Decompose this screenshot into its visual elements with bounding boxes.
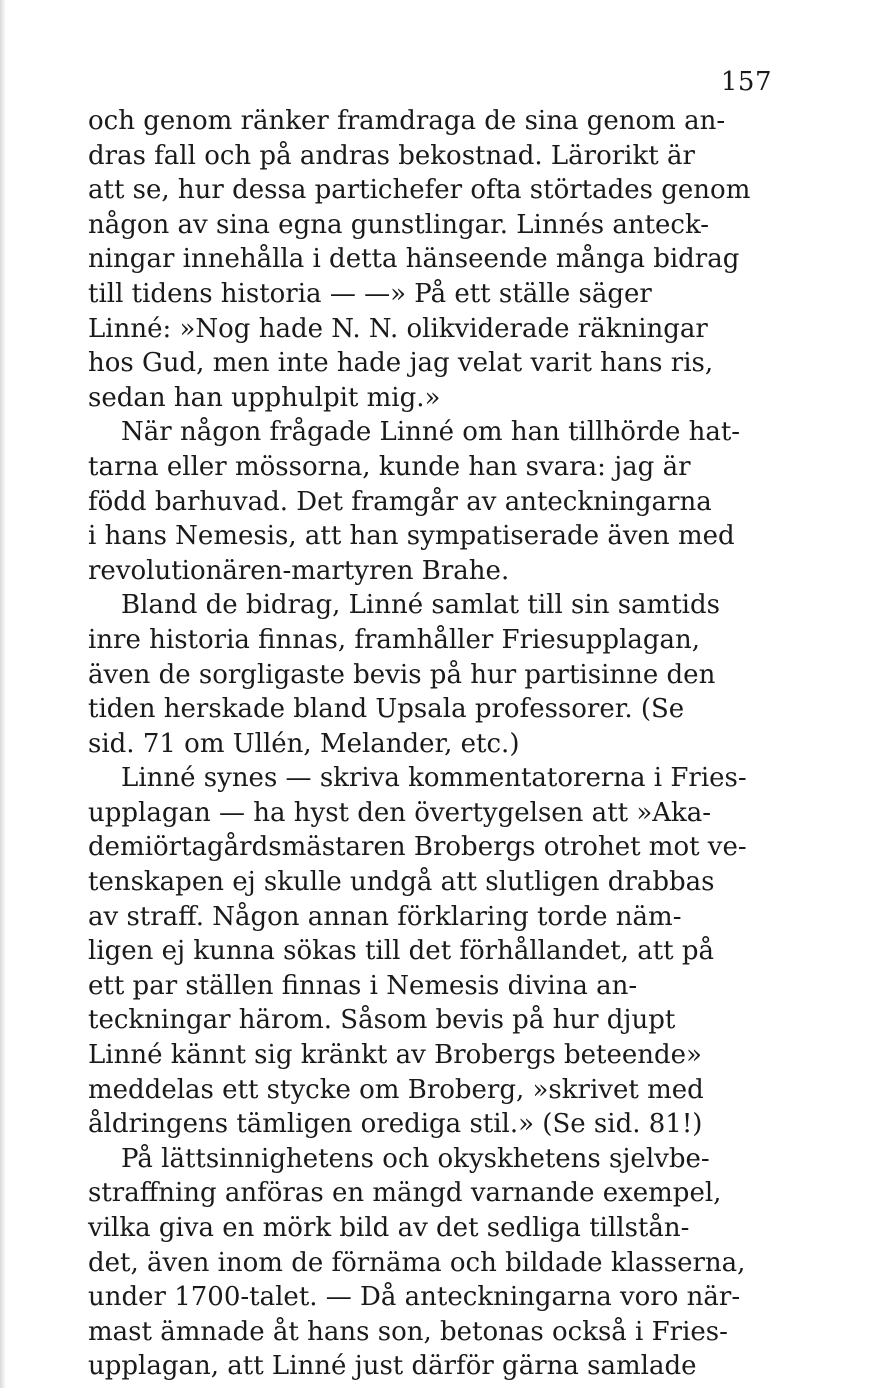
text-line: och genom ränker framdraga de sina genom an- xyxy=(88,106,726,136)
text-line: Linné synes — skriva kommentatorerna i Fries- xyxy=(88,763,747,794)
text-line: född barhuvad. Det framgår av anteckningarna xyxy=(88,486,712,517)
text-line: det, även inom de förnäma och bildade klasserna, xyxy=(88,1247,746,1278)
text-line: demiörtagårdsmästaren Brobergs otrohet mot ve- xyxy=(88,832,747,863)
text-line: straffning anföras en mängd varnande exempel, xyxy=(88,1178,722,1209)
text-line: under 1700-talet. — Då anteckningarna voro när- xyxy=(88,1282,741,1313)
text-line: åldringens tämligen orediga stil.» (Se sid. 81!) xyxy=(88,1109,703,1140)
page-binding-edge xyxy=(0,0,6,1388)
text-line: tenskapen ej skulle undgå att slutligen drabbas xyxy=(88,867,715,898)
text-line: Bland de bidrag, Linné samlat till sin samtids xyxy=(88,590,720,621)
text-line: När någon frågade Linné om han tillhörde hat- xyxy=(88,417,741,448)
text-line: dras fall och på andras bekostnad. Lärorikt är xyxy=(88,140,695,171)
text-line: i hans Nemesis, att han sympatiserade även med xyxy=(88,521,735,552)
text-line: Linné kännt sig kränkt av Brobergs beteende» xyxy=(88,1040,702,1071)
text-line: någon av sina egna gunstlingar. Linnés anteck- xyxy=(88,209,710,240)
text-line: även de sorgligaste bevis på hur partisinne den xyxy=(88,659,716,690)
text-line: av straff. Någon annan förklaring torde näm- xyxy=(88,901,682,932)
text-line: vilka giva en mörk bild av det sedliga tillstån- xyxy=(88,1213,690,1243)
text-line: ningar innehålla i detta hänseende många bidrag xyxy=(88,244,740,275)
text-line: På lättsinnighetens och okyskhetens sjelvbe- xyxy=(88,1143,710,1174)
text-line: revolutionären-martyren Brahe. xyxy=(88,555,510,586)
page-number: 157 xyxy=(720,67,772,97)
text-line: Linné: »Nog hade N. N. olikviderade räkningar xyxy=(88,313,708,344)
text-line: ett par ställen finnas i Nemesis divina an- xyxy=(88,970,638,1001)
text-line: meddelas ett stycke om Broberg, »skrivet med xyxy=(88,1074,704,1105)
body-text xyxy=(88,104,778,1384)
text-line: att se, hur dessa partichefer ofta störtades genom xyxy=(88,175,751,206)
text-line: ligen ej kunna sökas till det förhållandet, att på xyxy=(88,936,715,967)
text-line: hos Gud, men inte hade jag velat varit hans ris, xyxy=(88,348,714,379)
text-line: sedan han upphulpit mig.» xyxy=(88,382,441,413)
text-line: tarna eller mössorna, kunde han svara: jag är xyxy=(88,451,691,482)
text-line: inre historia finnas, framhåller Friesupplagan, xyxy=(88,624,701,655)
text-line: upplagan — ha hyst den övertygelsen att »Aka- xyxy=(88,797,712,828)
text-line: mast ämnade åt hans son, betonas också i Fries- xyxy=(88,1316,728,1347)
text-line: tiden herskade bland Upsala professorer. (Se xyxy=(88,694,685,725)
text-line: sid. 71 om Ullén, Melander, etc.) xyxy=(88,728,520,759)
text-line: teckningar härom. Såsom bevis på hur djupt xyxy=(88,1005,676,1036)
text-line: till tidens historia — —» På ett ställe säger xyxy=(88,278,652,309)
text-line: upplagan, att Linné just därför gärna samlade xyxy=(88,1351,697,1382)
